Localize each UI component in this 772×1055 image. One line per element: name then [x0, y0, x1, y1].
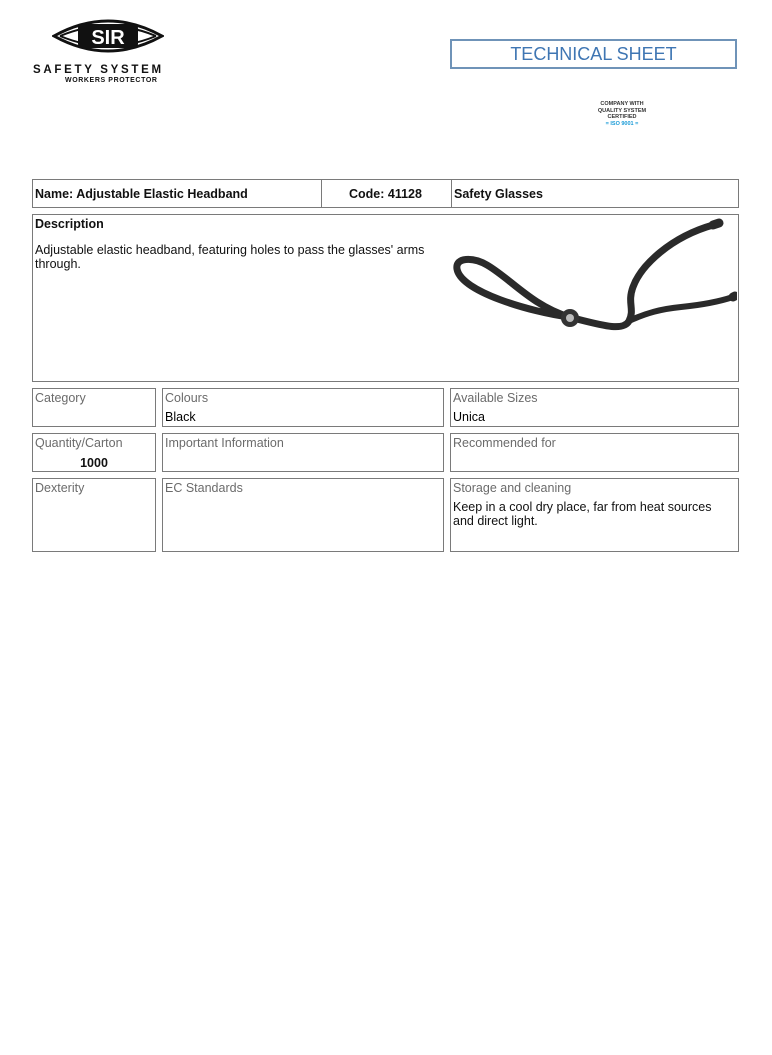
- divider: [451, 180, 452, 207]
- cert-line: COMPANY WITH: [600, 101, 644, 107]
- recommended-label: Recommended for: [453, 436, 556, 450]
- quantity-value: 1000: [80, 456, 108, 470]
- quantity-cell: [32, 433, 156, 472]
- cert-line: CERTIFIED: [607, 114, 637, 120]
- ec-standards-label: EC Standards: [165, 481, 243, 495]
- important-info-label: Important Information: [165, 436, 284, 450]
- colours-cell: [162, 388, 444, 427]
- description-section: [32, 214, 739, 382]
- sir-logo-emblem: [52, 12, 164, 62]
- ec-standards-cell: [162, 478, 444, 552]
- cert-iso-text: ISO 9001: [610, 120, 634, 127]
- page-title: TECHNICAL SHEET: [450, 39, 737, 69]
- sizes-value: Unica: [453, 410, 485, 424]
- logo-tagline: WORKERS PROTECTOR: [65, 77, 158, 84]
- description-text: Adjustable elastic headband, featuring holes to pass the glasses' arms through.: [35, 243, 425, 271]
- product-header-row: [32, 179, 739, 208]
- dexterity-label: Dexterity: [35, 481, 85, 495]
- category-cell: [32, 388, 156, 427]
- category-label: Category: [35, 391, 86, 405]
- cert-iso-line: = ISO 9001 =: [605, 120, 639, 127]
- product-name: Name: Adjustable Elastic Headband: [35, 187, 248, 201]
- quantity-label: Quantity/Carton: [35, 436, 123, 450]
- storage-label: Storage and cleaning: [453, 481, 572, 495]
- divider: [321, 180, 322, 207]
- sizes-label: Available Sizes: [453, 391, 538, 405]
- product-family: Safety Glasses: [454, 187, 543, 201]
- logo-brand-text: SAFETY SYSTEM: [33, 64, 164, 76]
- cert-line: QUALITY SYSTEM: [597, 107, 647, 114]
- product-code: Code: 41128: [349, 187, 422, 201]
- logo-mark-text: SIR: [91, 27, 125, 49]
- description-label: Description: [35, 217, 104, 231]
- recommended-cell: [450, 433, 739, 472]
- important-info-cell: [162, 433, 444, 472]
- dexterity-cell: [32, 478, 156, 552]
- sizes-cell: [450, 388, 739, 427]
- storage-value: Keep in a cool dry place, far from heat sources and direct light.: [453, 500, 712, 528]
- headband-product-image: [451, 217, 737, 341]
- colours-value: Black: [165, 410, 196, 424]
- storage-cell: [450, 478, 739, 552]
- colours-label: Colours: [165, 391, 209, 405]
- iso-certification-badge: [586, 101, 658, 127]
